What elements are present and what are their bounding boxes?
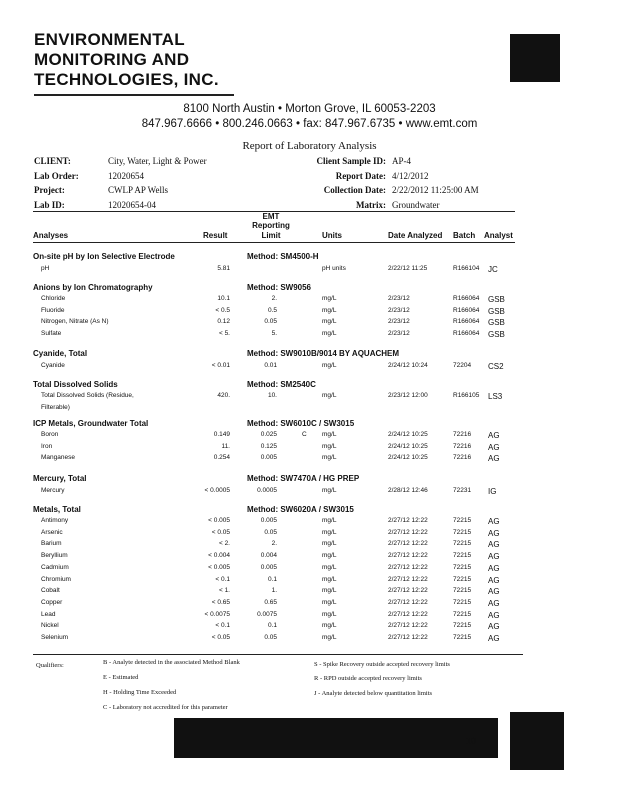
table-row [0, 552, 619, 563]
analyst: AG [488, 575, 500, 585]
result-value: < 0.0005 [204, 487, 230, 494]
section-method: Method: SW6010C / SW3015 [247, 419, 355, 428]
section-title: Anions by Ion Chromatography [33, 283, 153, 292]
qualifier-e: E - Estimated [103, 674, 139, 681]
analyst: AG [488, 442, 500, 452]
result-value: 10.1 [217, 295, 230, 302]
result-value: < 0.005 [208, 517, 230, 524]
analyte-name: Barium [41, 540, 62, 548]
col-date-analyzed: Date Analyzed [388, 231, 443, 240]
result-value: 0.12 [217, 318, 230, 326]
batch: 72215 [453, 634, 472, 641]
analyte-name: Manganese [41, 454, 75, 462]
batch: 72215 [453, 517, 472, 524]
result-value: < 0.01 [211, 362, 230, 369]
matrix-label: Matrix: [356, 200, 386, 210]
result-value: < 5. [218, 330, 230, 338]
company-name-line2: MONITORING AND [34, 50, 190, 69]
batch: R166064 [453, 295, 480, 302]
date-analyzed: 2/28/12 12:46 [388, 487, 428, 494]
reporting-limit: 0.0075 [257, 610, 277, 618]
qualifier-b: B - Analyte detected in the associated Method Blank [103, 659, 240, 666]
units: mg/L [322, 392, 337, 399]
qualifier-r: R - RPD outside accepted recovery limits [314, 675, 422, 682]
qualifier-s: S - Spike Recovery outside accepted recovery limits [314, 661, 450, 668]
table-row [0, 622, 619, 633]
date-analyzed: 2/24/12 10:25 [388, 442, 428, 450]
units: mg/L [322, 622, 337, 630]
units: mg/L [322, 598, 337, 606]
qualifier-h: H - Holding Time Exceeded [103, 689, 177, 696]
col-analyst: Analyst [484, 231, 513, 240]
table-row [0, 307, 619, 318]
date-analyzed: 2/27/12 12:22 [388, 634, 428, 641]
qualifier-j: J - Analyte detected below quantitation limits [314, 690, 433, 697]
batch: 72215 [453, 598, 472, 606]
lab-id-label: Lab ID: [34, 200, 65, 210]
batch: R166064 [453, 330, 480, 338]
table-row [0, 431, 619, 442]
analyst: GSB [488, 306, 505, 316]
units: mg/L [322, 552, 337, 560]
reporting-limit: 0.005 [260, 563, 277, 571]
table-row [0, 362, 619, 373]
table-row [0, 634, 619, 645]
table-row [0, 295, 619, 306]
units: mg/L [322, 306, 337, 314]
units: mg/L [322, 540, 337, 548]
table-row [0, 517, 619, 528]
lab-id-value: 12020654-04 [108, 200, 156, 210]
reporting-limit: 0.005 [260, 517, 277, 524]
company-name [34, 30, 219, 90]
date-analyzed: 2/24/12 10:24 [388, 362, 428, 369]
batch: 72215 [453, 528, 472, 536]
analyte-name: Nickel [41, 622, 59, 630]
date-analyzed: 2/24/12 10:25 [388, 431, 428, 438]
result-value: < 0.1 [215, 622, 230, 630]
section-method: Method: SW7470A / HG PREP [247, 474, 360, 483]
reporting-limit: 0.5 [267, 306, 277, 314]
reporting-limit: 0.004 [260, 552, 277, 560]
analyte-name: Cadmium [41, 563, 69, 571]
reporting-limit: 2. [271, 295, 277, 302]
table-row [0, 392, 619, 403]
units: mg/L [322, 487, 337, 494]
reporting-limit: 0.1 [267, 622, 277, 630]
report-date-label: Report Date: [335, 171, 386, 181]
section-method: Method: SM2540C [247, 380, 316, 389]
date-analyzed: 2/27/12 12:22 [388, 517, 428, 524]
analyte-name: Boron [41, 431, 59, 438]
date-analyzed: 2/23/12 [388, 295, 410, 302]
client-value: City, Water, Light & Power [108, 156, 207, 166]
batch: 72215 [453, 552, 472, 560]
collection-date-label: Collection Date: [323, 185, 386, 195]
col-analyses: Analyses [33, 231, 69, 240]
units: mg/L [322, 528, 337, 536]
company-contact: 847.967.6666 • 800.246.0663 • fax: 847.967.6735 • www.emt.com [141, 118, 478, 130]
col-units: Units [322, 231, 342, 240]
client-label: CLIENT: [34, 156, 71, 166]
table-row [0, 454, 619, 465]
units: mg/L [322, 318, 337, 326]
date-analyzed: 2/27/12 12:22 [388, 552, 428, 560]
result-value: < 0.65 [211, 598, 230, 606]
units: mg/L [322, 575, 337, 583]
lab-order-label: Lab Order: [34, 171, 79, 181]
table-row [0, 529, 619, 540]
units: pH units [322, 265, 346, 272]
lab-order-value: 12020654 [108, 171, 144, 181]
reporting-limit: 0.125 [260, 442, 277, 450]
units: mg/L [322, 362, 337, 369]
date-analyzed: 2/27/12 12:22 [388, 575, 428, 583]
analyte-name: Arsenic [41, 528, 63, 536]
result-value: 0.254 [213, 454, 230, 462]
table-row [0, 443, 619, 454]
batch: R166064 [453, 306, 480, 314]
result-value: < 0.05 [211, 528, 230, 536]
units: mg/L [322, 330, 337, 338]
section-title: On-site pH by Ion Selective Electrode [33, 252, 175, 261]
date-analyzed: 2/27/12 12:22 [388, 587, 428, 595]
analyte-name: Chromium [41, 575, 71, 583]
report-title: Report of Laboratory Analysis [242, 140, 377, 152]
section-method: Method: SW6020A / SW3015 [247, 505, 354, 514]
date-analyzed: 2/23/12 12:00 [388, 392, 428, 399]
analyte-name: Nitrogen, Nitrate (As N) [41, 318, 109, 326]
units: mg/L [322, 431, 337, 438]
analyst: GSB [488, 330, 505, 340]
units: mg/L [322, 587, 337, 595]
reporting-limit: 0.05 [264, 634, 277, 641]
col-result: Result [203, 231, 228, 240]
date-analyzed: 2/23/12 [388, 330, 410, 338]
section-title: Metals, Total [33, 505, 81, 514]
date-analyzed: 2/27/12 12:22 [388, 528, 428, 536]
date-analyzed: 2/27/12 12:22 [388, 540, 428, 548]
result-value: < 0.5 [215, 306, 230, 314]
page-number: 10 [466, 736, 477, 746]
analyst: GSB [488, 318, 505, 328]
analyst: AG [488, 552, 500, 562]
analyst: AG [488, 540, 500, 550]
analyst: AG [488, 622, 500, 632]
table-row [0, 599, 619, 610]
batch: 72215 [453, 610, 472, 618]
company-name-line3: TECHNOLOGIES, INC. [34, 70, 219, 89]
analyte-name: Copper [41, 598, 63, 606]
section-title: Mercury, Total [33, 474, 87, 483]
table-row [0, 540, 619, 551]
batch: R166064 [453, 318, 480, 326]
col-emt: EMT [262, 212, 280, 221]
result-value: < 0.004 [208, 552, 230, 560]
report-date-value: 4/12/2012 [392, 171, 429, 181]
analyte-name: pH [41, 265, 50, 272]
batch: 72231 [453, 487, 472, 494]
result-value: < 1. [218, 587, 230, 595]
batch: 72216 [453, 454, 472, 462]
section-title: ICP Metals, Groundwater Total [33, 419, 149, 428]
reporting-limit: 0.65 [264, 598, 277, 606]
result-value: 11. [221, 442, 230, 450]
analyst: AG [488, 563, 500, 573]
analyst: LS3 [488, 392, 503, 401]
analyte-name: Mercury [41, 487, 65, 494]
col-reporting: Reporting [252, 221, 290, 230]
matrix-value: Groundwater [392, 200, 440, 210]
units: mg/L [322, 610, 337, 618]
batch: 72215 [453, 540, 472, 548]
analyte-name: Lead [41, 610, 56, 618]
table-row [0, 330, 619, 341]
table-end-rule [33, 654, 523, 655]
reporting-limit: 0.05 [264, 318, 277, 326]
client-sample-value: AP-4 [392, 156, 412, 166]
result-value: < 0.1 [215, 575, 230, 583]
date-analyzed: 2/27/12 12:22 [388, 598, 428, 606]
table-row [0, 318, 619, 329]
reporting-limit: 0.05 [264, 528, 277, 536]
col-batch: Batch [453, 231, 476, 240]
table-row [0, 611, 619, 622]
analyte-name: Beryllium [41, 552, 68, 560]
units: mg/L [322, 563, 337, 571]
analyst: AG [488, 587, 500, 597]
table-row [0, 404, 619, 415]
batch: 72215 [453, 587, 472, 595]
analyst: AG [488, 517, 500, 526]
units: mg/L [322, 454, 337, 462]
result-value: 5.81 [217, 265, 230, 272]
units: mg/L [322, 634, 337, 641]
project-label: Project: [34, 185, 65, 195]
analyte-name: Filterable) [41, 403, 70, 411]
header-rule [34, 94, 234, 96]
logo-block [510, 34, 560, 82]
qualifier: C [302, 431, 307, 438]
date-analyzed: 2/27/12 12:22 [388, 610, 428, 618]
reporting-limit: 10. [267, 392, 277, 399]
analyst: AG [488, 431, 500, 440]
reporting-limit: 0.1 [267, 575, 277, 583]
qualifier-c: C - Laboratory not accredited for this parameter [103, 704, 228, 711]
analyte-name: Cyanide [41, 362, 65, 369]
batch: 72215 [453, 622, 472, 630]
reporting-limit: 0.01 [264, 362, 277, 369]
project-value: CWLP AP Wells [108, 185, 168, 195]
analyst: AG [488, 598, 500, 608]
section-method: Method: SW9056 [247, 283, 312, 292]
analyst: AG [488, 528, 500, 538]
reporting-limit: 2. [271, 540, 277, 548]
result-value: 0.149 [213, 431, 230, 438]
analyst: AG [488, 454, 500, 464]
date-analyzed: 2/27/12 12:22 [388, 563, 428, 571]
batch: 72204 [453, 362, 472, 369]
reporting-limit: 0.0005 [257, 487, 277, 494]
units: mg/L [322, 517, 337, 524]
date-analyzed: 2/23/12 [388, 306, 410, 314]
analyte-name: Sulfate [41, 330, 62, 338]
section-title: Total Dissolved Solids [33, 380, 118, 389]
analyte-name: Selenium [41, 634, 69, 641]
analyst: GSB [488, 295, 505, 304]
batch: 72216 [453, 442, 472, 450]
result-value: < 0.005 [208, 563, 230, 571]
analyte-name: Iron [41, 442, 53, 450]
column-rule [33, 242, 515, 243]
analyst: CS2 [488, 362, 504, 371]
analyte-name: Chloride [41, 295, 66, 302]
section-method: Method: SW9010B/9014 BY AQUACHEM [247, 349, 400, 358]
result-value: < 2. [218, 540, 230, 548]
reporting-limit: 0.025 [260, 431, 277, 438]
table-row [0, 265, 619, 276]
reporting-limit: 1. [271, 587, 277, 595]
date-analyzed: 2/22/12 11:25 [388, 265, 428, 272]
client-sample-label: Client Sample ID: [316, 156, 386, 166]
analyte-name: Antimony [41, 517, 69, 524]
batch: 72215 [453, 575, 472, 583]
reporting-limit: 0.005 [260, 454, 277, 462]
batch: 72215 [453, 563, 472, 571]
analyte-name: Fluoride [41, 306, 65, 314]
redaction-bar [174, 718, 498, 758]
analyst: AG [488, 610, 500, 620]
corner-block [510, 712, 564, 770]
batch: R166105 [453, 392, 480, 399]
analyte-name: Cobalt [41, 587, 60, 595]
result-value: 420. [217, 392, 230, 399]
date-analyzed: 2/27/12 12:22 [388, 622, 428, 630]
result-value: < 0.05 [211, 634, 230, 641]
section-title: Cyanide, Total [33, 349, 88, 358]
collection-date-value: 2/22/2012 11:25:00 AM [392, 185, 479, 195]
table-row [0, 576, 619, 587]
company-name-line1: ENVIRONMENTAL [34, 30, 185, 49]
company-address: 8100 North Austin • Morton Grove, IL 60053-2203 [183, 103, 436, 115]
analyte-name: Total Dissolved Solids (Residue, [41, 392, 134, 399]
reporting-limit: 5. [271, 330, 277, 338]
col-limit: Limit [261, 231, 281, 240]
table-row [0, 487, 619, 498]
batch: 72216 [453, 431, 472, 438]
batch: R166104 [453, 265, 480, 272]
units: mg/L [322, 442, 337, 450]
qualifiers-label: Qualifiers: [36, 662, 64, 669]
section-method: Method: SM4500-H [247, 252, 319, 261]
analyst: AG [488, 634, 500, 643]
result-value: < 0.0075 [204, 610, 230, 618]
table-row [0, 564, 619, 575]
units: mg/L [322, 295, 337, 302]
date-analyzed: 2/23/12 [388, 318, 410, 326]
date-analyzed: 2/24/12 10:25 [388, 454, 428, 462]
analyst: JC [488, 265, 498, 274]
analyst: IG [488, 487, 497, 496]
table-row [0, 587, 619, 598]
